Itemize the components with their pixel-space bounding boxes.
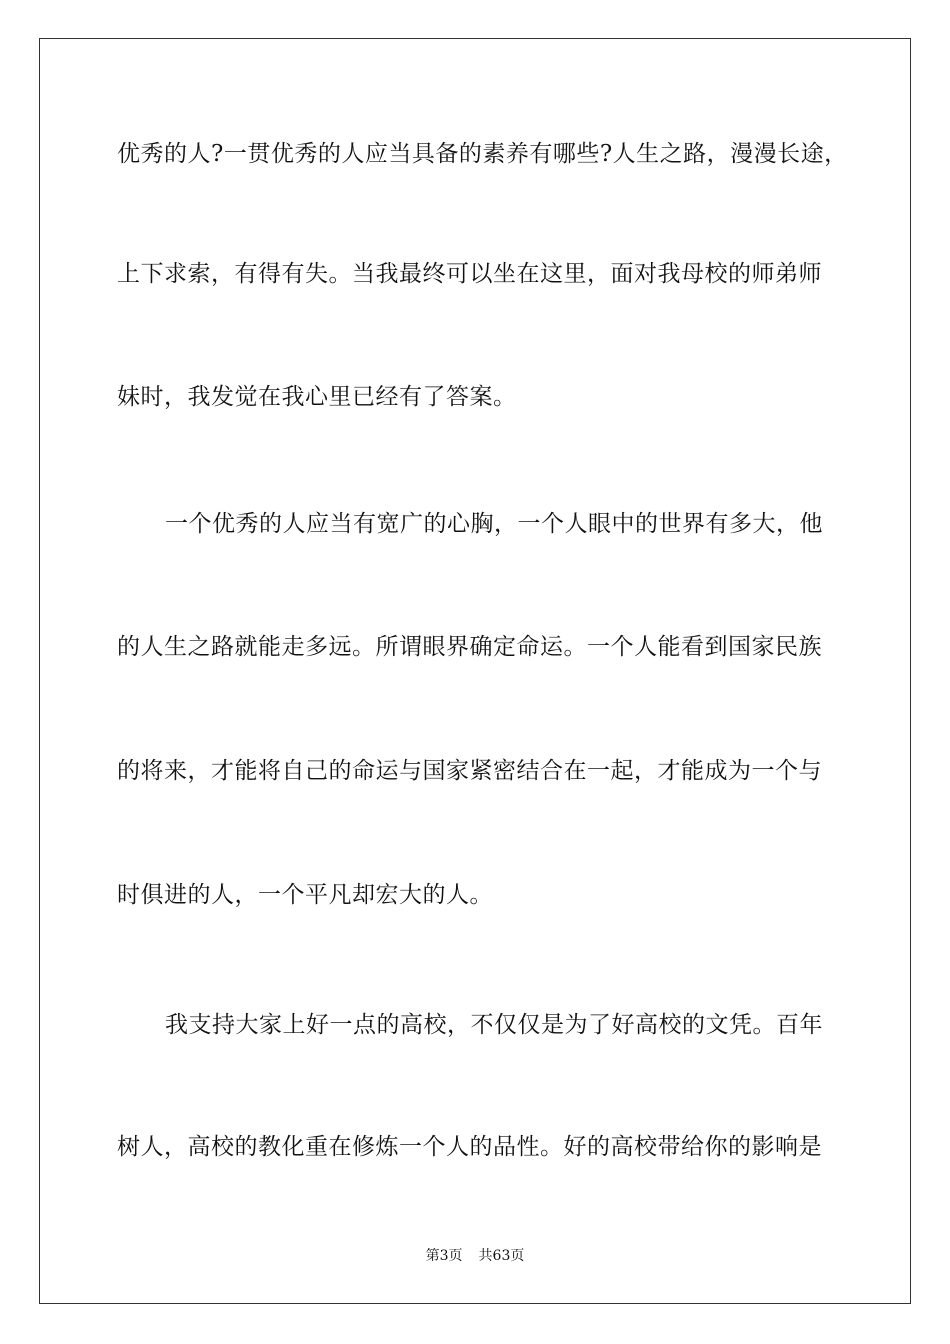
paragraph-line: 时俱进的人，一个平凡却宏大的人。 — [117, 882, 493, 908]
paragraph-line: 我支持大家上好一点的高校，不仅仅是为了好高校的文凭。百年 — [165, 1012, 823, 1038]
paragraph-line: 的将来，才能将自己的命运与国家紧密结合在一起，才能成为一个与 — [117, 758, 822, 784]
paragraph-line: 妹时，我发觉在我心里已经有了答案。 — [117, 384, 517, 410]
paragraph-line: 一个优秀的人应当有宽广的心胸，一个人眼中的世界有多大，他 — [165, 511, 823, 537]
paragraph-line: 树人，高校的教化重在修炼一个人的品性。好的高校带给你的影响是 — [117, 1134, 822, 1160]
page-border — [39, 38, 911, 1304]
paragraph-line: 的人生之路就能走多远。所谓眼界确定命运。一个人能看到国家民族 — [117, 634, 822, 660]
paragraph-line: 优秀的人?一贯优秀的人应当具备的素养有哪些?人生之路，漫漫长途， — [117, 141, 848, 167]
page-total: 共63页 — [478, 1248, 525, 1264]
page-footer — [0, 1247, 950, 1265]
page-number: 第3页 — [425, 1248, 463, 1264]
paragraph-line: 上下求索，有得有失。当我最终可以坐在这里，面对我母校的师弟师 — [117, 261, 822, 287]
